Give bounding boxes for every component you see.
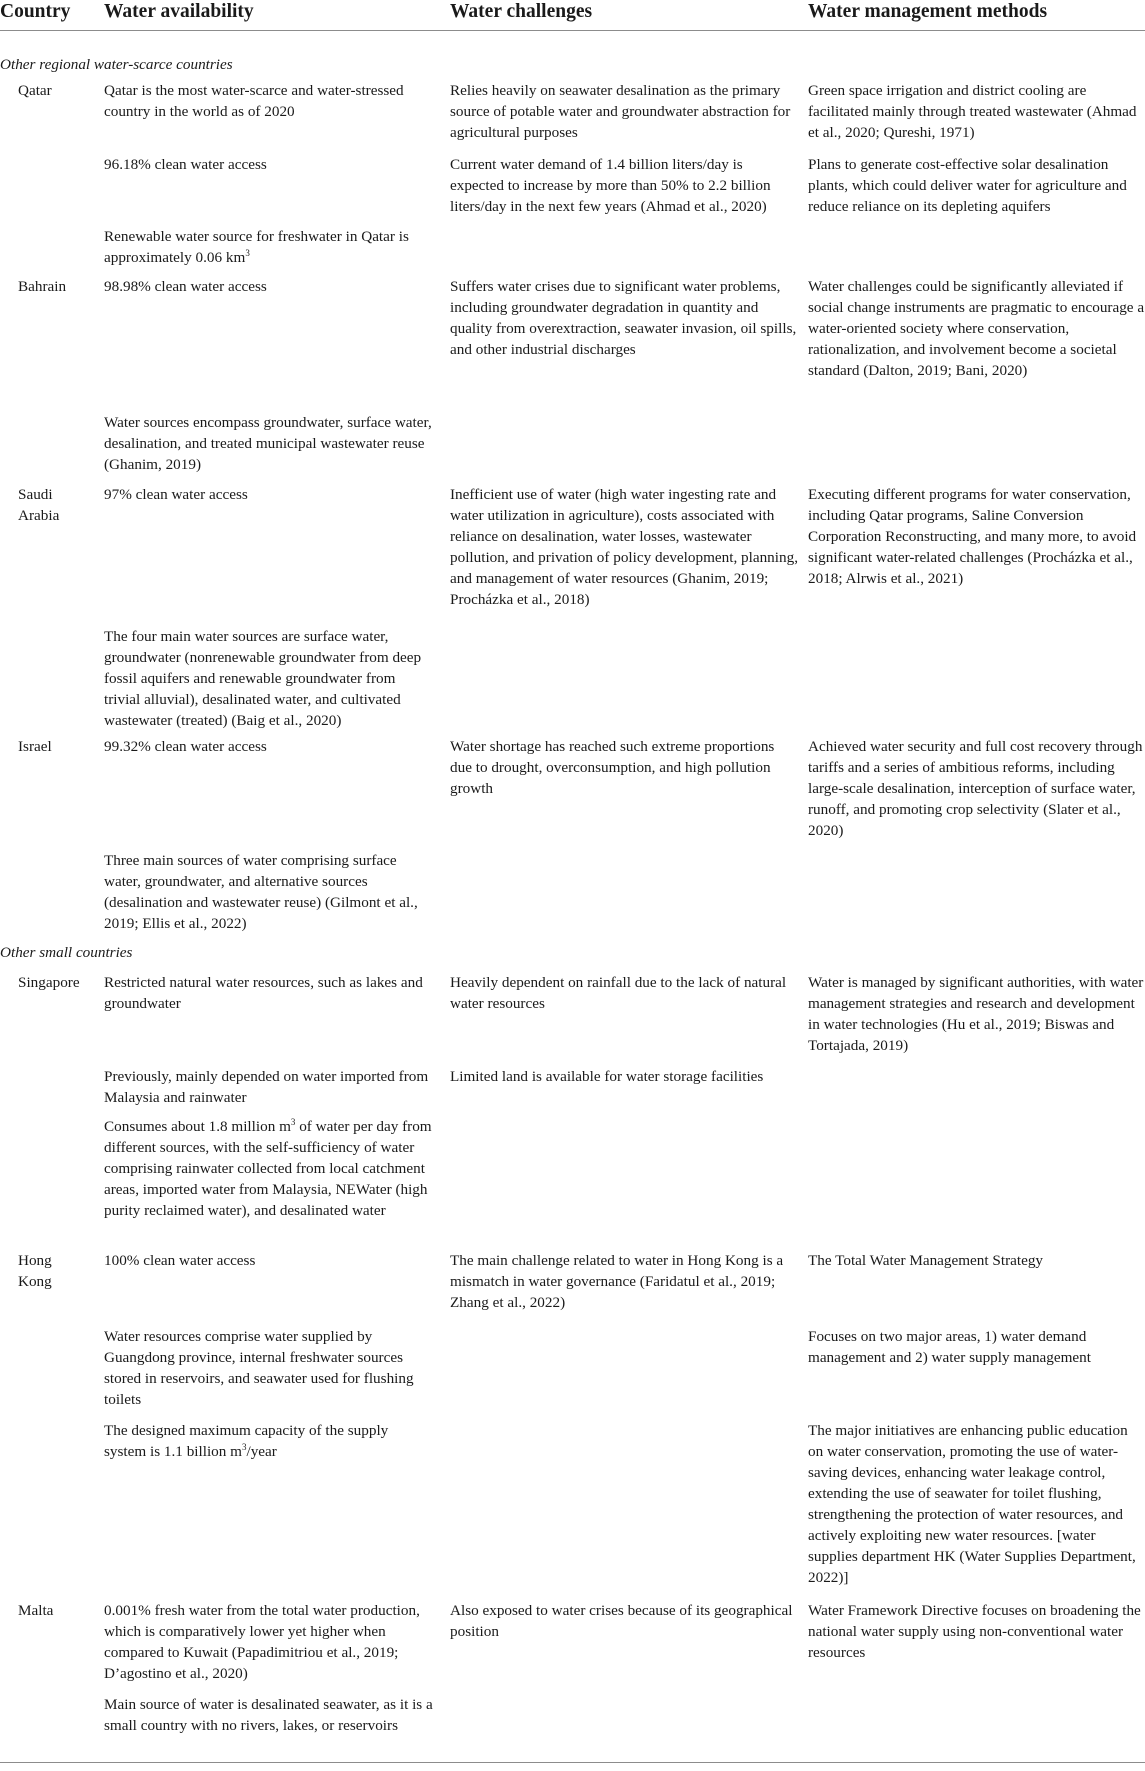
cell-challenges: Inefficient use of water (high water ingesting rate and water utilization in agriculture), costs associated with reliance on desalination, water losses, wastewater pollution, and privation of policy development, planning, and management of water resources (Ghanim, 2019; Procházka et al., 2018) bbox=[450, 486, 798, 608]
header-rule bbox=[0, 30, 1145, 31]
cell-availability bbox=[104, 1420, 434, 1462]
cell-availability bbox=[104, 1116, 434, 1221]
cell-availability bbox=[104, 226, 434, 268]
header-water-management-methods: Water management methods bbox=[808, 1, 1048, 22]
cell-country: Singapore bbox=[18, 974, 80, 991]
cell-methods: Achieved water security and full cost recovery through tariffs and a series of ambitious reforms, including large-scale desalination, interception of surface water, runoff, and promoting crop selectivity (Slater et al., 2020) bbox=[808, 738, 1143, 839]
cell-challenges: Current water demand of 1.4 billion liters/day is expected to increase by more than 50% to 2.2 billion liters/day in the next few years (Ahmad et al., 2020) bbox=[450, 156, 771, 215]
header-country: Country bbox=[0, 1, 71, 22]
cell-challenges: Also exposed to water crises because of its geographical position bbox=[450, 1602, 793, 1640]
cell-country: Israel bbox=[18, 738, 52, 755]
cell-country: Saudi Arabia bbox=[18, 486, 60, 524]
cell-methods: Focuses on two major areas, 1) water demand management and 2) water supply management bbox=[808, 1328, 1091, 1366]
cell-methods: Plans to generate cost-effective solar desalination plants, which could deliver water for agriculture and reduce reliance on its depleting aquifers bbox=[808, 156, 1127, 215]
header-water-availability: Water availability bbox=[104, 1, 254, 22]
superscript: 3 bbox=[245, 248, 250, 258]
cell-availability: 0.001% fresh water from the total water production, which is comparatively lower yet higher when compared to Kuwait (Papadimitriou et al., 2019; D’agostino et al., 2020) bbox=[104, 1602, 420, 1682]
cell-challenges: The main challenge related to water in Hong Kong is a mismatch in water governance (Faridatul et al., 2019; Zhang et al., 2022) bbox=[450, 1252, 784, 1311]
cell-challenges: Heavily dependent on rainfall due to the lack of natural water resources bbox=[450, 974, 787, 1012]
superscript: 3 bbox=[241, 1442, 247, 1452]
cell-availability: Qatar is the most water-scarce and water-stressed country in the world as of 2020 bbox=[104, 82, 404, 120]
cell-availability: Three main sources of water comprising surface water, groundwater, and alternative sources (desalination and wastewater reuse) (Gilmont et al., 2019; Ellis et al., 2022) bbox=[104, 852, 418, 932]
cell-challenges: Limited land is available for water storage facilities bbox=[450, 1068, 764, 1085]
cell-country: Hong Kong bbox=[18, 1252, 52, 1290]
cell-availability: 97% clean water access bbox=[104, 486, 248, 503]
cell-availability: Water sources encompass groundwater, surface water, desalination, and treated municipal wastewater reuse (Ghanim, 2019) bbox=[104, 414, 432, 473]
cell-availability-text: Renewable water source for freshwater in Qatar is approximately 0.06 km bbox=[104, 228, 409, 266]
section-label-small: Other small countries bbox=[0, 944, 133, 961]
cell-country: Qatar bbox=[18, 82, 52, 99]
cell-challenges: Water shortage has reached such extreme proportions due to drought, overconsumption, and high pollution growth bbox=[450, 738, 775, 797]
cell-availability-text: Consumes about 1.8 million m bbox=[104, 1118, 291, 1135]
cell-country: Bahrain bbox=[18, 278, 67, 295]
cell-methods: Water is managed by significant authorities, with water management strategies and research and development in water technologies (Hu et al., 2019; Biswas and Tortajada, 2019) bbox=[808, 974, 1144, 1054]
cell-availability: 98.98% clean water access bbox=[104, 278, 267, 295]
cell-availability: Previously, mainly depended on water imported from Malaysia and rainwater bbox=[104, 1068, 429, 1106]
cell-country: Malta bbox=[18, 1602, 54, 1619]
cell-challenges: Relies heavily on seawater desalination as the primary source of potable water and groundwater abstraction for agricultural purposes bbox=[450, 82, 791, 141]
cell-methods: Green space irrigation and district cooling are facilitated mainly through treated wastewater (Ahmad et al., 2020; Qureshi, 1971) bbox=[808, 82, 1137, 141]
cell-methods: The major initiatives are enhancing public education on water conservation, promoting the use of water-saving devices, enhancing water leakage control, extending the use of seawater for toilet flushing, strengthening the protection of water resources, and actively exploiting new water resources. [water supplies department HK (Water Supplies Department, 2022)] bbox=[808, 1422, 1136, 1586]
superscript: 3 bbox=[290, 1117, 296, 1127]
cell-methods: Executing different programs for water conservation, including Qatar programs, Saline Conversion Corporation Reconstructing, and many more, to avoid significant water-related challenges (Procházka et al., 2018; Alrwis et al., 2021) bbox=[808, 486, 1137, 587]
cell-availability-text: The designed maximum capacity of the supply system is 1.1 billion m bbox=[104, 1422, 389, 1460]
cell-availability-tail: /year bbox=[246, 1443, 277, 1460]
section-label-regional: Other regional water-scarce countries bbox=[0, 56, 233, 73]
cell-methods: The Total Water Management Strategy bbox=[808, 1252, 1044, 1269]
cell-methods: Water Framework Directive focuses on broadening the national water supply using non-conventional water resources bbox=[808, 1602, 1141, 1661]
header-water-challenges: Water challenges bbox=[450, 1, 593, 22]
cell-availability: 100% clean water access bbox=[104, 1252, 256, 1269]
cell-availability: Restricted natural water resources, such as lakes and groundwater bbox=[104, 974, 423, 1012]
cell-availability: Water resources comprise water supplied by Guangdong province, internal freshwater sources stored in reservoirs, and seawater used for flushing toilets bbox=[104, 1328, 414, 1408]
cell-availability: Main source of water is desalinated seawater, as it is a small country with no rivers, lakes, or reservoirs bbox=[104, 1696, 433, 1734]
cell-availability: 96.18% clean water access bbox=[104, 156, 267, 173]
cell-methods: Water challenges could be significantly alleviated if social change instruments are pragmatic to encourage a water-oriented society where conservation, rationalization, and involvement become a societal standard (Dalton, 2019; Bani, 2020) bbox=[808, 278, 1145, 379]
cell-availability: 99.32% clean water access bbox=[104, 738, 267, 755]
cell-availability-tail: of water per day from different sources, with the self-sufficiency of water comprising rainwater collected from local catchment areas, imported water from Malaysia, NEWater (high purity reclaimed water), and desalinated water bbox=[104, 1118, 432, 1219]
cell-availability: The four main water sources are surface water, groundwater (nonrenewable groundwater from deep fossil aquifers and renewable groundwater from trivial alluvial), desalinated water, and cultivated wastewater (treated) (Baig et al., 2020) bbox=[104, 628, 422, 729]
footer-rule bbox=[0, 1762, 1145, 1763]
cell-challenges: Suffers water crises due to significant water problems, including groundwater degradation in quantity and quality from overextraction, seawater invasion, oil spills, and other industrial discharges bbox=[450, 278, 797, 358]
